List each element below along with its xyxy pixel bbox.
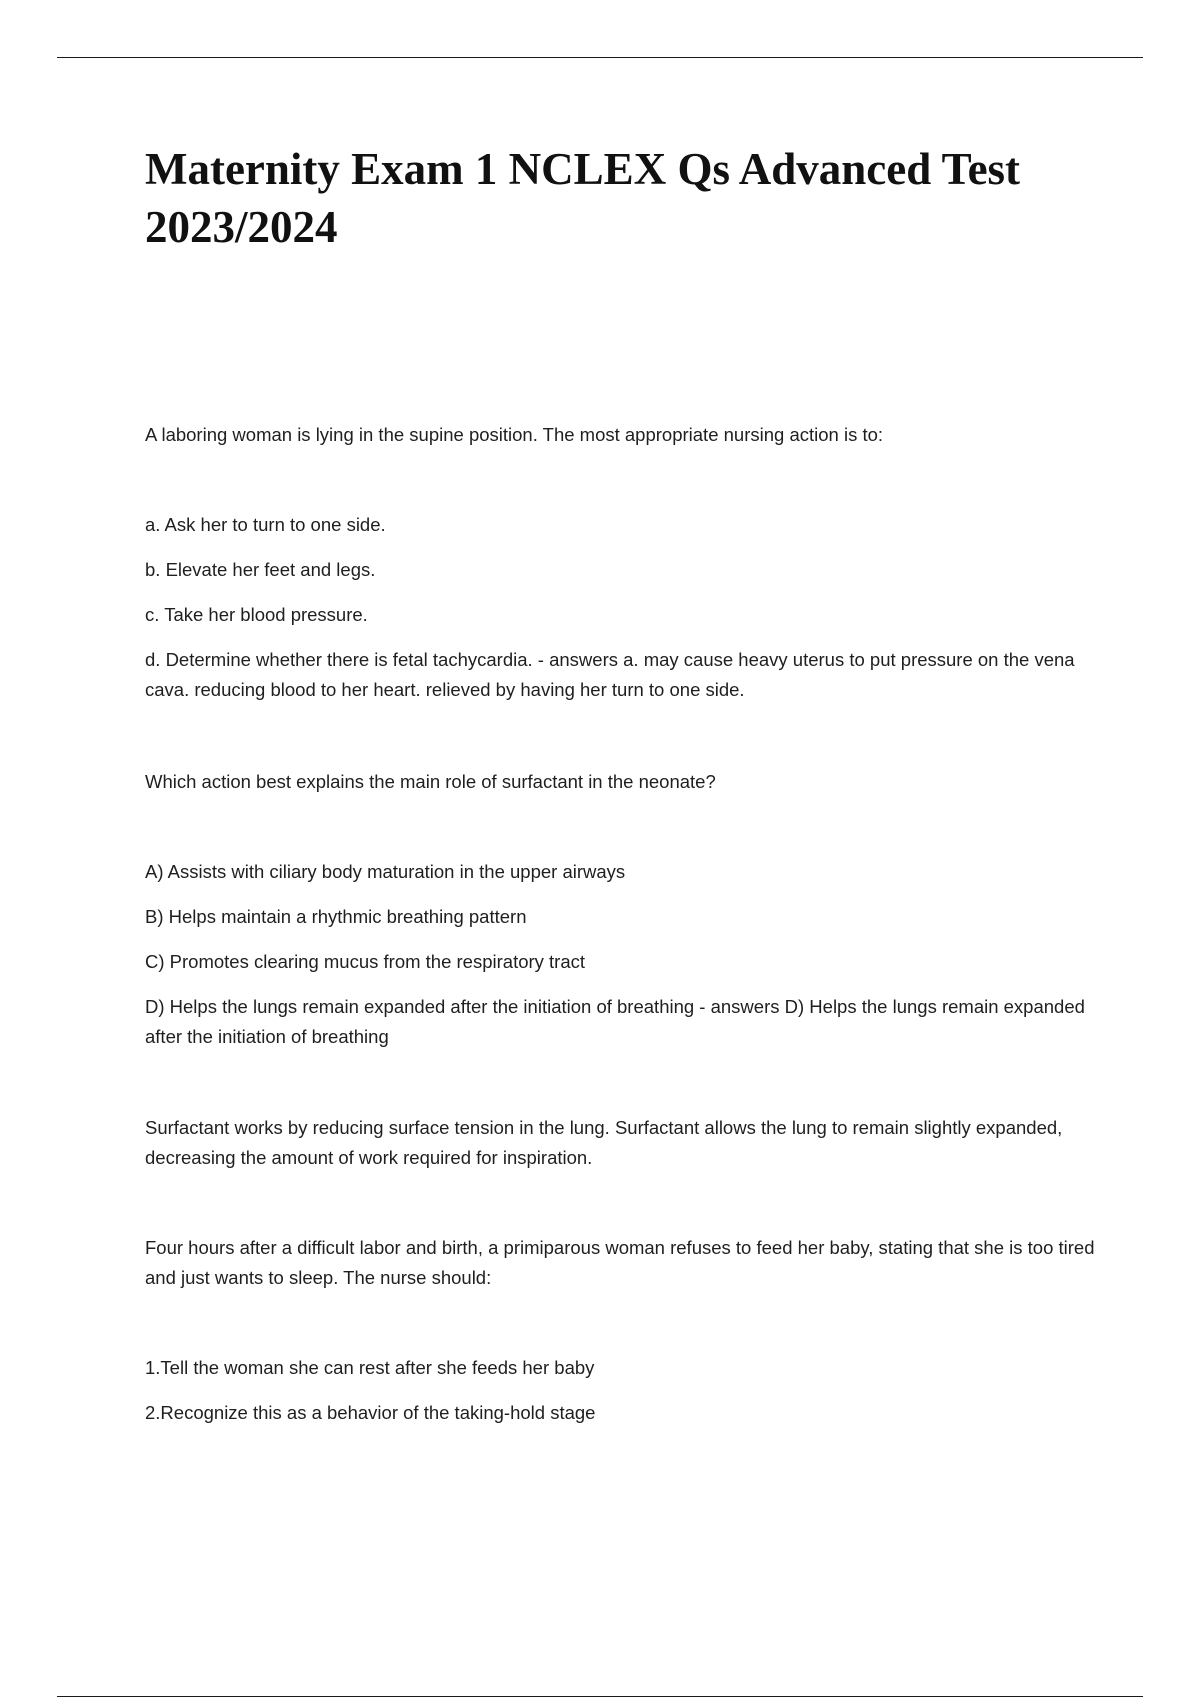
answer-option: a. Ask her to turn to one side. <box>145 514 386 535</box>
answer-option: A) Assists with ciliary body maturation in the upper airways <box>145 861 626 882</box>
question-2 <box>145 767 1095 1067</box>
question-stem: Which action best explains the main role of surfactant in the neonate? <box>145 771 716 792</box>
question-stem: A laboring woman is lying in the supine position. The most appropriate nursing action is to: <box>145 424 884 445</box>
top-rule <box>57 57 1143 58</box>
answer-option: 2.Recognize this as a behavior of the taking-hold stage <box>145 1402 596 1423</box>
document-title: Maternity Exam 1 NCLEX Qs Advanced Test 2023/2024 <box>145 144 1021 252</box>
document-page <box>145 140 1095 1423</box>
answer-option: d. Determine whether there is fetal tachycardia. - answers a. may cause heavy uterus to put pressure on the vena cava. reducing blood to her heart. relieved by having her turn to one side. <box>145 649 1075 700</box>
answer-option: 1.Tell the woman she can rest after she feeds her baby <box>145 1357 595 1378</box>
question-stem: Four hours after a difficult labor and birth, a primiparous woman refuses to feed her baby, stating that she is too tired and just wants to sleep. The nurse should: <box>145 1237 1095 1288</box>
explanation-text: Surfactant works by reducing surface tension in the lung. Surfactant allows the lung to remain slightly expanded, decreasing the amount of work required for inspiration. <box>145 1117 1063 1168</box>
answer-option: C) Promotes clearing mucus from the respiratory tract <box>145 951 586 972</box>
answer-option: B) Helps maintain a rhythmic breathing pattern <box>145 906 527 927</box>
question-3 <box>145 1233 1095 1443</box>
bottom-rule <box>57 1696 1143 1697</box>
answer-explanation <box>145 1113 1095 1173</box>
answer-option: D) Helps the lungs remain expanded after the initiation of breathing - answers D) Helps the lungs remain expanded after the initiation of breathing <box>145 996 1085 1047</box>
answer-option: c. Take her blood pressure. <box>145 604 368 625</box>
question-1 <box>145 420 1095 720</box>
answer-option: b. Elevate her feet and legs. <box>145 559 376 580</box>
